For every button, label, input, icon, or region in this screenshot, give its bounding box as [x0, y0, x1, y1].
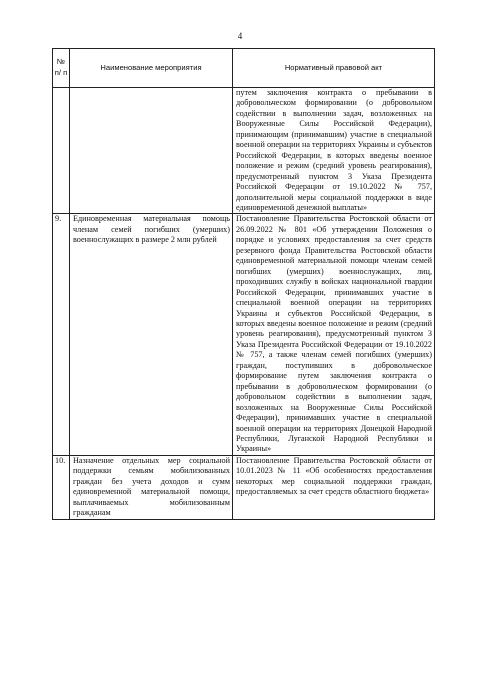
measure-name: [70, 88, 233, 214]
table-header-row: [53, 49, 435, 88]
legal-act: Постановление Правительства Ростовской области от 26.09.2022 № 801 «Об утверждении Положения о порядке и условиях предоставления за счет средств резервного фонда Правительства Ростовской области единовременной материальной помощи членам семей погибших (умерших) военнослужащих, лиц, проходивших службу в войсках национальной гвардии Российской Федерации, принимавших участие в специальной военной операции на территориях Украины и субъектов Российской Федерации, в которых введены военное положение и режим (средний уровень реагирования), предусмотренный пунктом 3 Указа Президента Российской Федерации от 19.10.2022 № 757, а также членам семей погибших (умерших) граждан, поступивших в добровольческое формирование путем заключения контракта о пребывании в добровольческом формировании (о добровольном содействии в выполнении задач, возложенных на Вооруженные Силы Российской Федерации), принимавших участие в специальной военной операции на территориях Донецкой Народной Республики, Луганской Народной Республики и Украины»: [233, 214, 435, 455]
header-number: № п/ п: [53, 49, 70, 88]
table-row: [53, 214, 435, 455]
page-number: 4: [237, 31, 243, 41]
legal-act: путем заключения контракта о пребывании в добровольческом формировании (о добровольном содействии в выполнении задач, возложенных на Вооруженные Силы Российской Федерации), принимающим (принимавшим) участие в специальной военной операции на территориях Украины и субъектов Российской Федерации, в которых введены военное положение и режим (средний уровень реагирования), предусмотренный пунктом 3 Указа Президента Российской Федерации от 19.10.2022 № 757, дополнительной меры социальной поддержки в виде единовременной денежной выплаты»: [233, 88, 435, 214]
row-number: 9.: [53, 214, 70, 455]
row-number: 10.: [53, 455, 70, 519]
legal-act: Постановление Правительства Ростовской области от 10.01.2023 № 11 «Об особенностях предоставления некоторых мер социальной поддержки граждан, предоставляемых за счет средств областного бюджета»: [233, 455, 435, 519]
header-measure-name: Наименование мероприятия: [70, 49, 233, 88]
header-legal-act: Нормативный правовой акт: [233, 49, 435, 88]
measure-name: Единовременная материальная помощь членам семей погибших (умерших) военнослужащих в размере 2 млн рублей: [70, 214, 233, 455]
measure-name: Назначение отдельных мер социальной поддержки семьям мобилизованных граждан без учета доходов и сумм единовременной материальной помощи, выплачиваемых мобилизованным гражданам: [70, 455, 233, 519]
row-number: [53, 88, 70, 214]
table-row: [53, 88, 435, 214]
measures-table: [52, 48, 435, 520]
table-row: [53, 455, 435, 519]
